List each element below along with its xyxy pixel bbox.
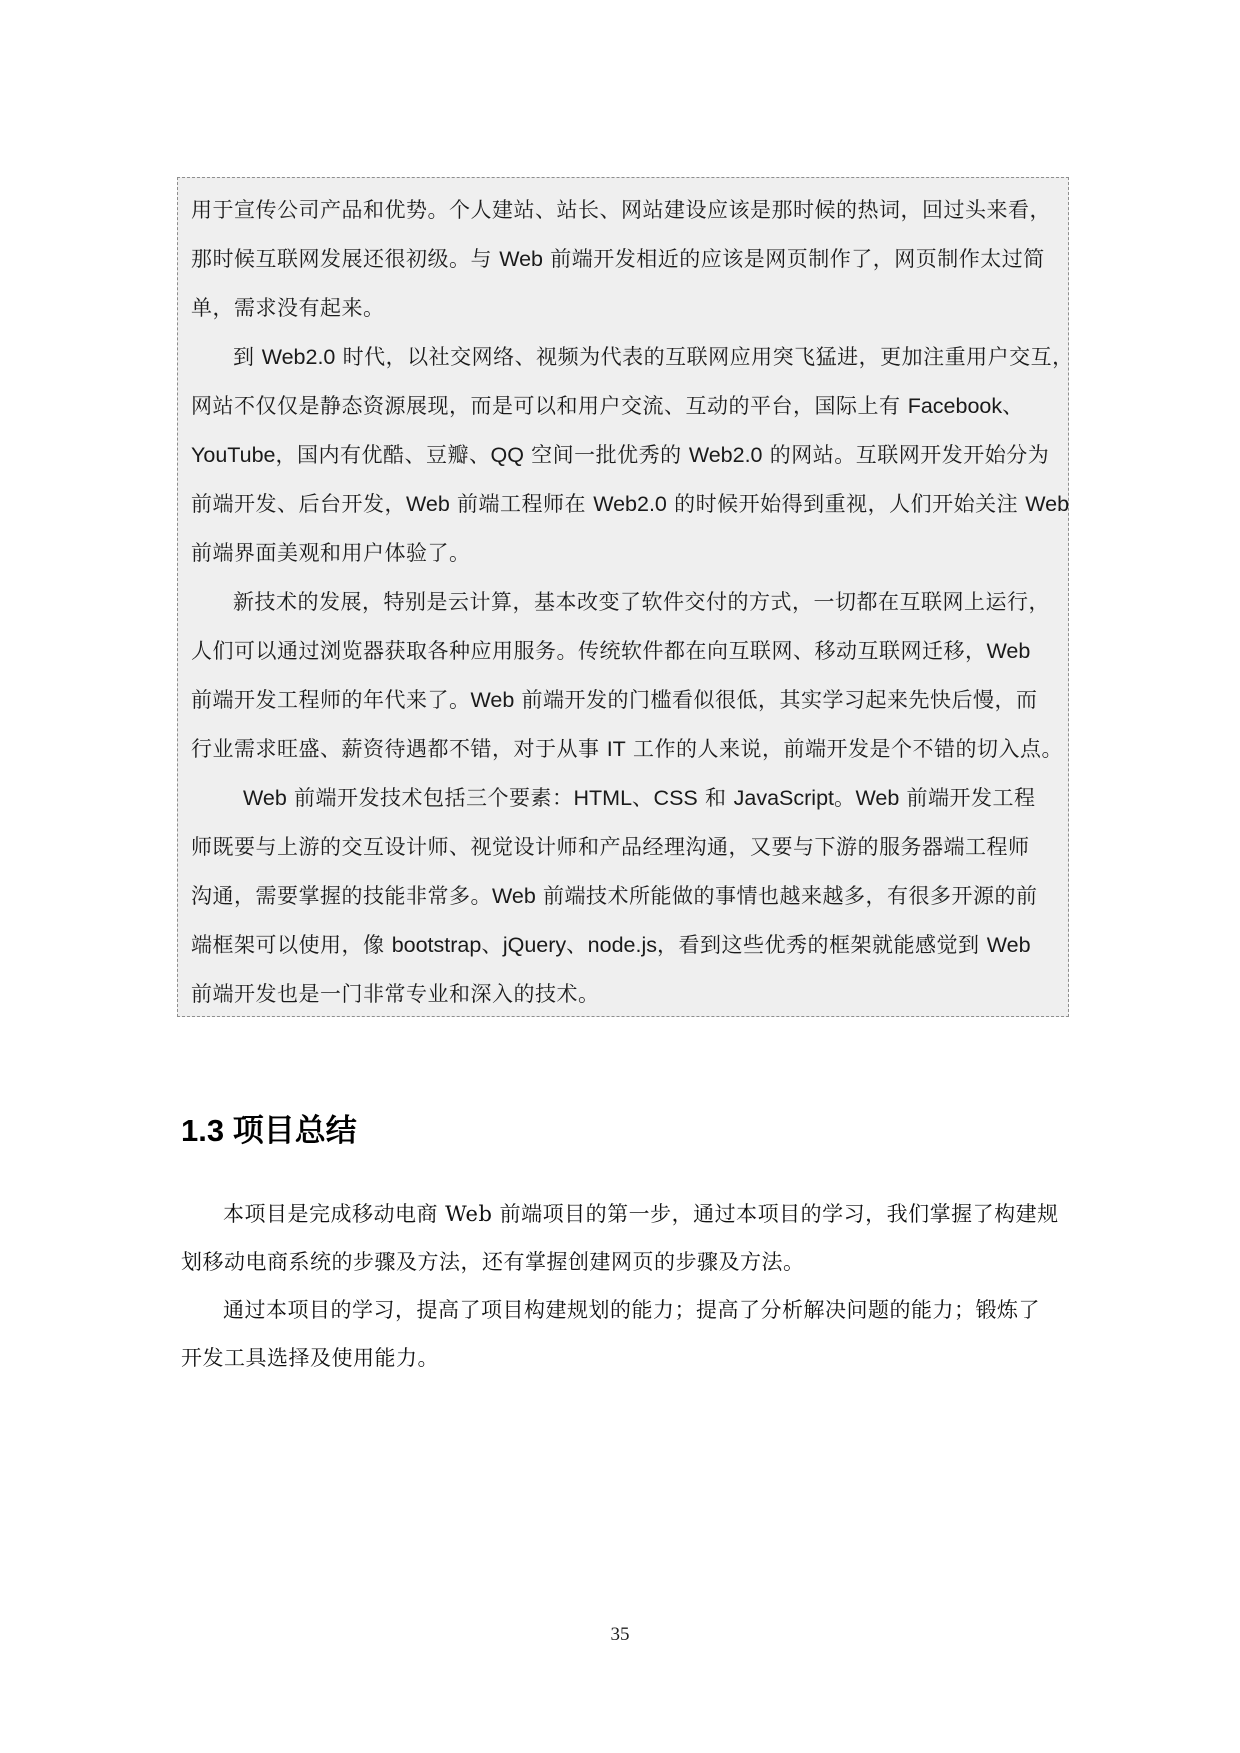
- callout-line: 师既要与上游的交互设计师、视觉设计师和产品经理沟通，又要与下游的服务器端工程师: [191, 835, 1030, 859]
- callout-line: 人们可以通过浏览器获取各种应用服务。传统软件都在向互联网、移动互联网迁移，Web: [191, 639, 1031, 663]
- callout-line: 新技术的发展，特别是云计算，基本改变了软件交付的方式，一切都在互联网上运行，: [233, 590, 1050, 614]
- summary-line: 通过本项目的学习，提高了项目构建规划的能力；提高了分析解决问题的能力；锻炼了: [223, 1298, 1040, 1322]
- callout-line: 前端开发工程师的年代来了。Web 前端开发的门槛看似很低，其实学习起来先快后慢，而: [191, 688, 1038, 712]
- callout-line: 单，需求没有起来。: [191, 296, 385, 320]
- callout-line: 端框架可以使用，像 bootstrap、jQuery、node.js，看到这些优秀的框架就能感觉到 Web: [191, 933, 1031, 957]
- summary-body: [181, 1190, 1071, 1382]
- callout-line: 网站不仅仅是静态资源展现，而是可以和用户交流、互动的平台，国际上有 Facebook、: [191, 394, 1024, 418]
- callout-line: 沟通，需要掌握的技能非常多。Web 前端技术所能做的事情也越来越多，有很多开源的前: [191, 884, 1038, 908]
- callout-line: YouTube，国内有优酷、豆瓣、QQ 空间一批优秀的 Web2.0 的网站。互联网开发开始分为: [191, 443, 1050, 467]
- callout-line: 前端界面美观和用户体验了。: [191, 541, 471, 565]
- callout-line: 用于宣传公司产品和优势。个人建站、站长、网站建设应该是那时候的热词，回过头来看，: [191, 198, 1051, 222]
- section-heading: 1.3 项目总结: [181, 1113, 357, 1148]
- callout-line: 行业需求旺盛、薪资待遇都不错，对于从事 IT 工作的人来说，前端开发是个不错的切入点。: [191, 737, 1063, 761]
- callout-line: 前端开发、后台开发，Web 前端工程师在 Web2.0 的时候开始得到重视，人们开始关注 Web: [191, 492, 1070, 516]
- callout-line: 到 Web2.0 时代，以社交网络、视频为代表的互联网应用突飞猛进，更加注重用户交互，: [233, 345, 1074, 369]
- summary-line: 划移动电商系统的步骤及方法，还有掌握创建网页的步骤及方法。: [181, 1250, 805, 1274]
- summary-line: 本项目是完成移动电商 Web 前端项目的第一步，通过本项目的学习，我们掌握了构建规: [223, 1202, 1059, 1226]
- callout-line: Web 前端开发技术包括三个要素：HTML、CSS 和 JavaScript。Web 前端开发工程: [243, 786, 1036, 810]
- callout-box: [177, 177, 1074, 1017]
- page-number: 35: [610, 1624, 630, 1645]
- summary-line: 开发工具选择及使用能力。: [181, 1346, 439, 1370]
- callout-line: 那时候互联网发展还很初级。与 Web 前端开发相近的应该是网页制作了，网页制作太过简: [191, 247, 1045, 271]
- callout-line: 前端开发也是一门非常专业和深入的技术。: [191, 982, 600, 1006]
